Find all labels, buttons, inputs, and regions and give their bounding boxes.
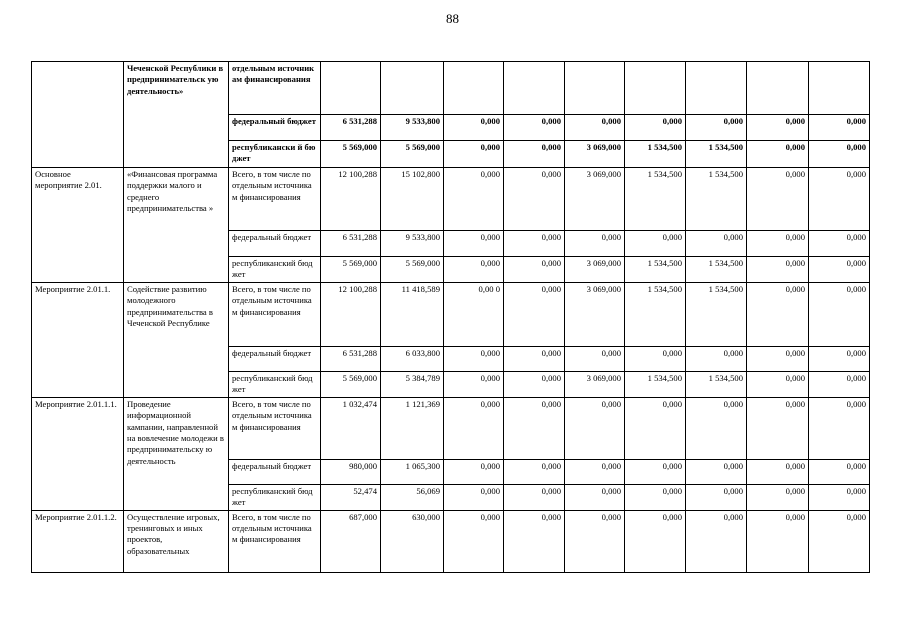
- amount-cell: 0,000: [809, 141, 870, 168]
- amount-cell: 0,000: [809, 282, 870, 346]
- activity-name-cell: Осуществление игровых, тренинговых и иных проектов, образовательных: [124, 510, 229, 572]
- amount-cell: 0,000: [565, 397, 625, 459]
- amount-cell: [504, 62, 565, 115]
- amount-cell: 0,000: [504, 115, 565, 141]
- funding-source-cell: федеральный бюджет: [229, 459, 321, 484]
- amount-cell: 0,000: [504, 510, 565, 572]
- amount-cell: 0,000: [747, 459, 809, 484]
- page-number: 88: [446, 11, 459, 26]
- amount-cell: 0,000: [809, 231, 870, 257]
- amount-cell: 0,000: [686, 459, 747, 484]
- amount-cell: 1 534,500: [686, 371, 747, 397]
- activity-code-cell: Основное мероприятие 2.01.: [32, 168, 124, 283]
- amount-cell: [625, 62, 686, 115]
- table-row: [32, 397, 870, 459]
- amount-cell: 0,000: [504, 484, 565, 510]
- funding-source-cell: Всего, в том числе по отдельным источникам финансирования: [229, 168, 321, 231]
- amount-cell: 1 534,500: [625, 257, 686, 283]
- amount-cell: 0,000: [809, 484, 870, 510]
- table-row: [32, 282, 870, 346]
- funding-source-cell: федеральный бюджет: [229, 346, 321, 371]
- funding-source-cell: отдельным источникам финансирования: [229, 62, 321, 115]
- amount-cell: 1 032,474: [321, 397, 381, 459]
- amount-cell: 5 569,000: [381, 257, 444, 283]
- amount-cell: 0,000: [504, 282, 565, 346]
- amount-cell: 0,000: [747, 257, 809, 283]
- funding-source-cell: республикански й бюджет: [229, 141, 321, 168]
- amount-cell: [444, 62, 504, 115]
- amount-cell: 0,000: [747, 115, 809, 141]
- amount-cell: [321, 62, 381, 115]
- amount-cell: 0,000: [444, 346, 504, 371]
- amount-cell: 5 569,000: [321, 257, 381, 283]
- amount-cell: 0,000: [625, 397, 686, 459]
- amount-cell: 687,000: [321, 510, 381, 572]
- amount-cell: 0,000: [747, 371, 809, 397]
- funding-source-cell: федеральный бюджет: [229, 231, 321, 257]
- table-body: [32, 62, 870, 573]
- amount-cell: 0,000: [686, 484, 747, 510]
- amount-cell: 0,000: [444, 141, 504, 168]
- amount-cell: 0,000: [504, 168, 565, 231]
- amount-cell: 0,000: [625, 346, 686, 371]
- amount-cell: 1 534,500: [625, 282, 686, 346]
- amount-cell: 0,000: [747, 141, 809, 168]
- activity-code-cell: Мероприятие 2.01.1.1.: [32, 397, 124, 510]
- table-row: [32, 62, 870, 115]
- funding-source-cell: Всего, в том числе по отдельным источникам финансирования: [229, 510, 321, 572]
- amount-cell: 0,000: [809, 459, 870, 484]
- table-row: [32, 510, 870, 572]
- funding-source-cell: Всего, в том числе по отдельным источникам финансирования: [229, 397, 321, 459]
- amount-cell: 6 531,288: [321, 346, 381, 371]
- amount-cell: 1 534,500: [686, 257, 747, 283]
- amount-cell: 0,000: [747, 346, 809, 371]
- amount-cell: 0,000: [625, 231, 686, 257]
- amount-cell: 0,000: [504, 257, 565, 283]
- amount-cell: 0,000: [565, 484, 625, 510]
- amount-cell: 630,000: [381, 510, 444, 572]
- table-row: [32, 168, 870, 231]
- amount-cell: 0,000: [565, 346, 625, 371]
- amount-cell: [809, 62, 870, 115]
- amount-cell: 6 531,288: [321, 231, 381, 257]
- amount-cell: 0,000: [565, 115, 625, 141]
- activity-name-cell: Чеченской Республики в предпринимательск ую деятельность»: [124, 62, 229, 168]
- amount-cell: 0,000: [625, 459, 686, 484]
- amount-cell: 0,000: [809, 510, 870, 572]
- amount-cell: 6 033,800: [381, 346, 444, 371]
- amount-cell: 1 534,500: [625, 141, 686, 168]
- amount-cell: 0,000: [504, 459, 565, 484]
- funding-source-cell: федеральный бюджет: [229, 115, 321, 141]
- amount-cell: 0,000: [809, 346, 870, 371]
- amount-cell: [381, 62, 444, 115]
- amount-cell: 0,000: [747, 282, 809, 346]
- budget-table: [31, 61, 870, 573]
- amount-cell: 0,000: [444, 459, 504, 484]
- amount-cell: 3 069,000: [565, 282, 625, 346]
- amount-cell: 1 534,500: [686, 282, 747, 346]
- amount-cell: 0,000: [747, 484, 809, 510]
- amount-cell: 0,000: [444, 115, 504, 141]
- amount-cell: 5 384,789: [381, 371, 444, 397]
- amount-cell: 3 069,000: [565, 168, 625, 231]
- amount-cell: 9 533,800: [381, 231, 444, 257]
- amount-cell: 0,000: [747, 397, 809, 459]
- amount-cell: 0,000: [444, 371, 504, 397]
- amount-cell: [565, 62, 625, 115]
- amount-cell: 6 531,288: [321, 115, 381, 141]
- activity-name-cell: Проведение информационной кампании, направленной на вовлечение молодежи в предпринимательску ю деятельность: [124, 397, 229, 510]
- amount-cell: 0,000: [809, 397, 870, 459]
- amount-cell: 9 533,800: [381, 115, 444, 141]
- amount-cell: 0,000: [809, 257, 870, 283]
- activity-name-cell: Содействие развитию молодежного предпринимательства в Чеченской Республике: [124, 282, 229, 397]
- amount-cell: 0,000: [504, 371, 565, 397]
- amount-cell: 5 569,000: [321, 371, 381, 397]
- amount-cell: 0,000: [504, 397, 565, 459]
- amount-cell: 15 102,800: [381, 168, 444, 231]
- amount-cell: 56,069: [381, 484, 444, 510]
- amount-cell: 3 069,000: [565, 141, 625, 168]
- amount-cell: 0,000: [625, 484, 686, 510]
- funding-source-cell: республиканский бюджет: [229, 257, 321, 283]
- amount-cell: 0,000: [504, 141, 565, 168]
- amount-cell: 3 069,000: [565, 257, 625, 283]
- amount-cell: 0,000: [444, 510, 504, 572]
- amount-cell: 0,000: [809, 168, 870, 231]
- amount-cell: [686, 62, 747, 115]
- amount-cell: 0,000: [686, 510, 747, 572]
- amount-cell: 0,000: [747, 510, 809, 572]
- funding-source-cell: республиканский бюджет: [229, 484, 321, 510]
- amount-cell: 0,000: [686, 346, 747, 371]
- amount-cell: 0,000: [686, 397, 747, 459]
- funding-source-cell: Всего, в том числе по отдельным источникам финансирования: [229, 282, 321, 346]
- amount-cell: 1 534,500: [686, 141, 747, 168]
- amount-cell: 0,000: [444, 397, 504, 459]
- amount-cell: 0,000: [504, 231, 565, 257]
- amount-cell: 0,000: [444, 231, 504, 257]
- amount-cell: 0,000: [565, 459, 625, 484]
- activity-code-cell: Мероприятие 2.01.1.2.: [32, 510, 124, 572]
- amount-cell: 1 534,500: [625, 168, 686, 231]
- amount-cell: 11 418,589: [381, 282, 444, 346]
- amount-cell: 0,000: [625, 510, 686, 572]
- amount-cell: 0,000: [809, 371, 870, 397]
- amount-cell: 5 569,000: [381, 141, 444, 168]
- amount-cell: 0,000: [809, 115, 870, 141]
- activity-code-cell: [32, 62, 124, 168]
- activity-name-cell: «Финансовая программа поддержки малого и среднего предпринимательства »: [124, 168, 229, 283]
- funding-source-cell: республиканский бюджет: [229, 371, 321, 397]
- amount-cell: 1 534,500: [686, 168, 747, 231]
- amount-cell: 980,000: [321, 459, 381, 484]
- amount-cell: 12 100,288: [321, 168, 381, 231]
- amount-cell: 1 121,369: [381, 397, 444, 459]
- amount-cell: 0,000: [444, 168, 504, 231]
- amount-cell: 0,000: [504, 346, 565, 371]
- amount-cell: 3 069,000: [565, 371, 625, 397]
- amount-cell: 0,000: [686, 231, 747, 257]
- amount-cell: [747, 62, 809, 115]
- amount-cell: 0,000: [444, 484, 504, 510]
- amount-cell: 0,000: [444, 257, 504, 283]
- amount-cell: 0,000: [625, 115, 686, 141]
- amount-cell: 52,474: [321, 484, 381, 510]
- amount-cell: 0,000: [686, 115, 747, 141]
- activity-code-cell: Мероприятие 2.01.1.: [32, 282, 124, 397]
- amount-cell: 12 100,288: [321, 282, 381, 346]
- amount-cell: 1 065,300: [381, 459, 444, 484]
- amount-cell: 0,00 0: [444, 282, 504, 346]
- amount-cell: 1 534,500: [625, 371, 686, 397]
- amount-cell: 0,000: [747, 231, 809, 257]
- amount-cell: 5 569,000: [321, 141, 381, 168]
- amount-cell: 0,000: [565, 510, 625, 572]
- amount-cell: 0,000: [565, 231, 625, 257]
- amount-cell: 0,000: [747, 168, 809, 231]
